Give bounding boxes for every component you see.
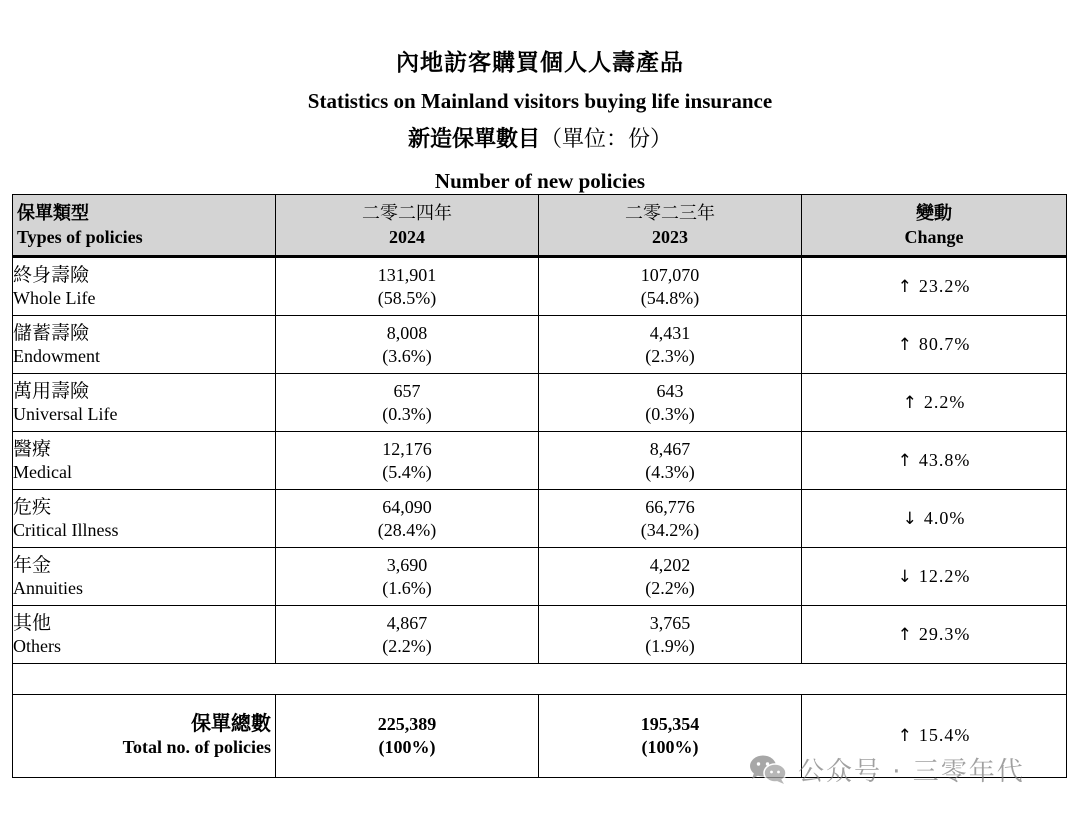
share-2023: (54.8%) bbox=[640, 287, 700, 308]
change-cell bbox=[802, 548, 1067, 606]
title-english: Statistics on Mainland visitors buying life insurance bbox=[307, 89, 773, 113]
policy-type-cell bbox=[13, 257, 276, 316]
change-arrow-icon: ↑ bbox=[897, 450, 913, 471]
header-change-zh: 變動 bbox=[916, 203, 952, 223]
header-row bbox=[13, 195, 1067, 257]
change-cell bbox=[802, 257, 1067, 316]
policy-type-en: Universal Life bbox=[13, 403, 118, 424]
share-2024: (2.2%) bbox=[382, 635, 432, 656]
policy-type-en: Endowment bbox=[13, 345, 100, 366]
table-row bbox=[13, 432, 1067, 490]
watermark-text: 公众号 · 三零年代 bbox=[798, 756, 1025, 787]
table-row bbox=[13, 606, 1067, 664]
header-type bbox=[13, 195, 276, 257]
policy-type-en: Whole Life bbox=[13, 287, 96, 308]
value-2024: 657 bbox=[393, 380, 421, 401]
change-cell bbox=[802, 374, 1067, 432]
title-chinese: 內地訪客購買個人人壽產品 bbox=[396, 50, 684, 75]
total-label-cell bbox=[13, 695, 276, 778]
change-value: 23.2% bbox=[918, 275, 971, 296]
table-header bbox=[13, 195, 1067, 257]
policy-type-cell bbox=[13, 490, 276, 548]
value-2023-cell bbox=[539, 316, 802, 374]
change-value: 80.7% bbox=[918, 333, 971, 354]
value-2024-cell bbox=[276, 548, 539, 606]
value-2023-cell bbox=[539, 374, 802, 432]
share-2024: (28.4%) bbox=[377, 519, 437, 540]
policy-type-zh: 其他 bbox=[13, 612, 52, 634]
policy-type-zh: 儲蓄壽險 bbox=[13, 322, 90, 344]
header-change-en: Change bbox=[904, 227, 964, 247]
subtitle-english: Number of new policies bbox=[434, 169, 646, 193]
table-body bbox=[13, 257, 1067, 778]
share-2024: (58.5%) bbox=[377, 287, 437, 308]
value-2024-cell bbox=[276, 257, 539, 316]
change-arrow-icon: ↑ bbox=[897, 334, 913, 355]
change-cell bbox=[802, 316, 1067, 374]
value-2023: 66,776 bbox=[645, 496, 695, 517]
policy-type-zh: 萬用壽險 bbox=[13, 380, 90, 402]
share-2024: (0.3%) bbox=[382, 403, 432, 424]
change-value: 2.2% bbox=[923, 391, 966, 412]
policy-type-zh: 終身壽險 bbox=[13, 264, 90, 286]
value-2023: 3,765 bbox=[649, 612, 691, 633]
value-2023-cell bbox=[539, 257, 802, 316]
value-2024: 4,867 bbox=[386, 612, 428, 633]
value-2024-cell bbox=[276, 490, 539, 548]
table-row bbox=[13, 548, 1067, 606]
policy-type-cell bbox=[13, 316, 276, 374]
value-2023: 8,467 bbox=[649, 438, 691, 459]
value-2023-cell bbox=[539, 548, 802, 606]
share-2024: (1.6%) bbox=[382, 577, 432, 598]
subtitle-chinese-main: 新造保單數目 bbox=[407, 126, 540, 151]
share-2023: (1.9%) bbox=[645, 635, 695, 656]
policy-type-en: Medical bbox=[13, 461, 72, 482]
policy-type-en: Others bbox=[13, 635, 61, 656]
change-arrow-icon: ↑ bbox=[897, 624, 913, 645]
policy-type-cell bbox=[13, 432, 276, 490]
value-2023: 107,070 bbox=[640, 264, 700, 285]
title-block bbox=[0, 44, 1080, 200]
value-2024: 64,090 bbox=[382, 496, 432, 517]
header-2024 bbox=[276, 195, 539, 257]
header-type-en: Types of policies bbox=[17, 227, 143, 247]
share-2023: (2.3%) bbox=[645, 345, 695, 366]
value-2023: 4,202 bbox=[649, 554, 691, 575]
wechat-icon bbox=[748, 753, 788, 785]
total-2024-cell bbox=[276, 695, 539, 778]
statistics-table bbox=[12, 194, 1067, 778]
policy-type-en: Annuities bbox=[13, 577, 83, 598]
spacer-row bbox=[13, 664, 1067, 695]
total-2023-value: 195,354 bbox=[640, 714, 700, 734]
total-label-en: Total no. of policies bbox=[122, 737, 271, 757]
change-arrow-icon: ↓ bbox=[897, 566, 913, 587]
share-2024: (5.4%) bbox=[382, 461, 432, 482]
header-2023-zh: 二零二三年 bbox=[625, 203, 715, 223]
change-value: 43.8% bbox=[918, 449, 971, 470]
table-row bbox=[13, 490, 1067, 548]
subtitle-chinese bbox=[0, 120, 1080, 158]
share-2023: (34.2%) bbox=[640, 519, 700, 540]
policy-type-cell bbox=[13, 548, 276, 606]
watermark bbox=[748, 748, 1025, 790]
total-label-zh: 保單總數 bbox=[191, 713, 271, 735]
value-2024-cell bbox=[276, 374, 539, 432]
value-2024-cell bbox=[276, 316, 539, 374]
value-2023: 4,431 bbox=[649, 322, 691, 343]
header-2024-year: 2024 bbox=[389, 227, 425, 247]
share-2023: (2.2%) bbox=[645, 577, 695, 598]
header-2024-zh: 二零二四年 bbox=[362, 203, 452, 223]
total-change-arrow-icon: ↑ bbox=[897, 726, 913, 746]
value-2024: 131,901 bbox=[377, 264, 437, 285]
table-row bbox=[13, 257, 1067, 316]
change-cell bbox=[802, 490, 1067, 548]
value-2024-cell bbox=[276, 606, 539, 664]
change-arrow-icon: ↑ bbox=[902, 392, 918, 413]
change-cell bbox=[802, 606, 1067, 664]
share-2023: (4.3%) bbox=[645, 461, 695, 482]
policy-type-zh: 年金 bbox=[13, 554, 52, 576]
policy-type-zh: 危疾 bbox=[13, 496, 52, 518]
change-value: 12.2% bbox=[918, 565, 971, 586]
change-value: 29.3% bbox=[918, 623, 971, 644]
policy-type-en: Critical Illness bbox=[13, 519, 119, 540]
policy-type-cell bbox=[13, 606, 276, 664]
value-2024: 8,008 bbox=[386, 322, 428, 343]
total-change-value: 15.4% bbox=[918, 725, 971, 745]
value-2023-cell bbox=[539, 490, 802, 548]
change-value: 4.0% bbox=[923, 507, 966, 528]
header-type-zh: 保單類型 bbox=[17, 203, 89, 223]
change-cell bbox=[802, 432, 1067, 490]
total-2024-value: 225,389 bbox=[377, 714, 437, 734]
share-2024: (3.6%) bbox=[382, 345, 432, 366]
value-2023-cell bbox=[539, 606, 802, 664]
change-arrow-icon: ↑ bbox=[897, 276, 913, 297]
table-row bbox=[13, 374, 1067, 432]
table-row bbox=[13, 316, 1067, 374]
value-2024: 12,176 bbox=[382, 438, 432, 459]
change-arrow-icon: ↓ bbox=[902, 508, 918, 529]
policy-type-zh: 醫療 bbox=[13, 438, 52, 460]
value-2024-cell bbox=[276, 432, 539, 490]
subtitle-chinese-unit: （單位：份） bbox=[540, 126, 673, 151]
total-2023-share: (100%) bbox=[641, 737, 699, 757]
spacer-cell bbox=[13, 664, 1067, 695]
total-2024-share: (100%) bbox=[378, 737, 436, 757]
value-2023-cell bbox=[539, 432, 802, 490]
header-2023-year: 2023 bbox=[652, 227, 688, 247]
share-2023: (0.3%) bbox=[645, 403, 695, 424]
value-2024: 3,690 bbox=[386, 554, 428, 575]
value-2023: 643 bbox=[656, 380, 684, 401]
header-change bbox=[802, 195, 1067, 257]
header-2023 bbox=[539, 195, 802, 257]
policy-type-cell bbox=[13, 374, 276, 432]
